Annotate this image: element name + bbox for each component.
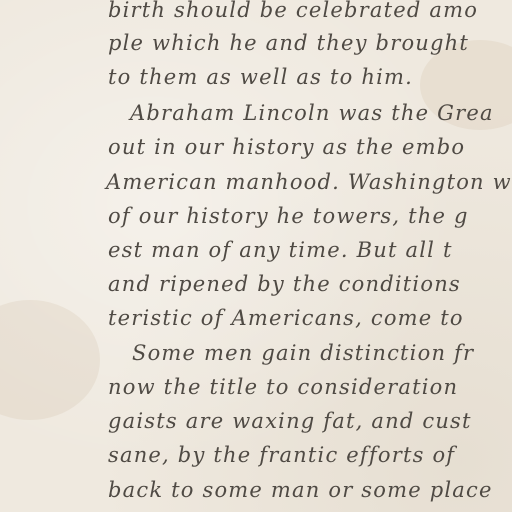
text-line: of our history he towers, the g bbox=[108, 204, 469, 228]
text-line: and ripened by the conditions bbox=[108, 272, 461, 296]
text-line: birth should be celebrated amo bbox=[108, 0, 479, 22]
paper-stain bbox=[0, 300, 100, 420]
text-line: gaists are waxing fat, and cust bbox=[108, 409, 472, 433]
text-line: Some men gain distinction fr bbox=[132, 341, 475, 365]
text-line: back to some man or some place bbox=[108, 478, 493, 502]
text-line: ple which he and they brought bbox=[108, 31, 470, 55]
text-line: teristic of Americans, come to bbox=[108, 306, 464, 330]
text-line: now the title to consideration bbox=[108, 375, 459, 399]
text-line: Abraham Lincoln was the Grea bbox=[130, 101, 494, 125]
text-line: out in our history as the embo bbox=[108, 135, 466, 159]
text-line: est man of any time. But all t bbox=[108, 238, 453, 262]
text-line: sane, by the frantic efforts of bbox=[108, 443, 456, 467]
text-line: to them as well as to him. bbox=[108, 65, 413, 89]
text-line: American manhood. Washington w bbox=[106, 170, 512, 194]
